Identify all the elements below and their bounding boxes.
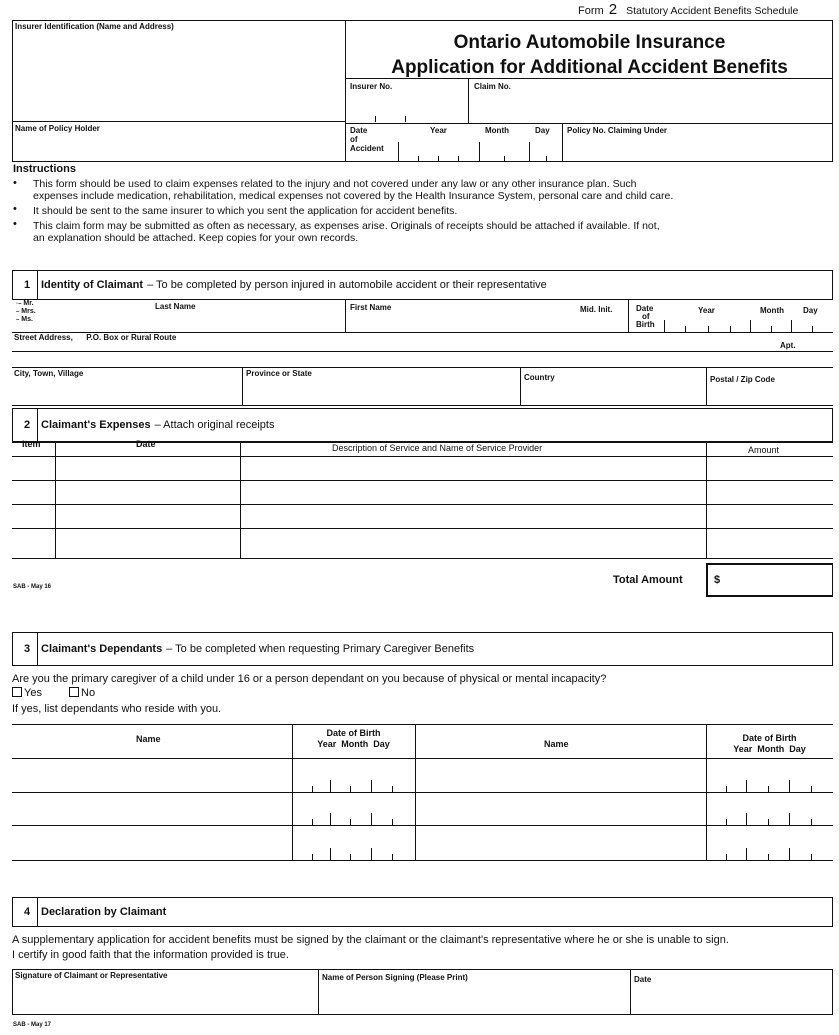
instruction-1 <box>33 178 673 202</box>
list-prompt: If yes, list dependants who reside with you. <box>12 703 222 715</box>
checkbox-icon <box>12 687 22 697</box>
instruction-3 <box>33 220 660 244</box>
bullet-icon: • <box>13 177 17 189</box>
claim-no-label: Claim No. <box>474 82 511 91</box>
doa-line-2: of <box>350 135 358 144</box>
title-line-2: Application for Additional Accident Benefits <box>391 57 788 78</box>
section-4-title-text: Declaration by Claimant <box>41 906 167 918</box>
mid-init-label: Mid. Init. <box>580 305 613 314</box>
no-checkbox[interactable]: No <box>69 687 95 699</box>
total-amount-label: Total Amount <box>613 574 683 586</box>
section-2-header <box>12 408 833 442</box>
accident-day-label: Day <box>535 126 550 135</box>
postal-label: Postal / Zip Code <box>710 375 775 384</box>
instruction-3b: an explanation should be attached. Keep copies for your own records. <box>33 232 359 244</box>
dependant-name-col-2: Name <box>544 739 569 749</box>
instruction-1b: expenses include medication, rehabilitation, medical expenses not covered by the Health Insurance System, personal care and child care. <box>33 190 674 202</box>
insurer-id-label: Insurer Identification (Name and Address) <box>15 22 174 31</box>
declaration-text <box>12 933 729 963</box>
bullet-icon: • <box>13 203 17 215</box>
form-number: 2 <box>608 1 618 18</box>
date-of-accident-label <box>350 126 384 153</box>
section-4-title <box>41 898 170 926</box>
doa-line-1: Date <box>350 126 368 135</box>
section-2-title-text: Claimant's Expenses <box>41 419 151 431</box>
country-label: Country <box>524 373 555 382</box>
section-1-subtitle: – To be completed by person injured in automobile accident or their representative <box>147 279 547 291</box>
section-3-title <box>41 633 474 665</box>
total-amount-field[interactable] <box>706 563 833 597</box>
dependant-dob-col-2: Date of Birth Year Month Day <box>733 733 806 754</box>
dob-day-label: Day <box>803 306 818 315</box>
instruction-3a: This claim form may be submitted as often as necessary, as expenses arise. Originals of receipts should be attached if available. If not, <box>33 220 660 232</box>
title-line-1: Ontario Automobile Insurance <box>453 32 726 53</box>
title-mrs[interactable]: – Mrs. <box>16 308 36 315</box>
section-3-number: 3 <box>17 633 38 665</box>
form-code-17: SAB - May 17 <box>13 1022 52 1028</box>
province-label: Province or State <box>246 369 312 378</box>
accident-year-label: Year <box>430 126 447 135</box>
form-number-label <box>578 1 798 18</box>
col-date: Date <box>136 439 156 449</box>
form-title <box>346 30 833 80</box>
col-item: Item <box>22 439 41 449</box>
schedule-name: Statutory Accident Benefits Schedule <box>626 5 799 17</box>
insurer-no-label: Insurer No. <box>350 82 393 91</box>
section-2-subtitle: – Attach original receipts <box>154 419 275 431</box>
caregiver-question: Are you the primary caregiver of a child under 16 or a person dependant on you because of physical or mental incapacity? <box>12 673 607 685</box>
dob-month-label: Month <box>760 306 784 315</box>
col-amount: Amount <box>748 445 780 455</box>
instruction-1a: This form should be used to claim expenses related to the injury and not covered under any law or any other insurance plan. Such <box>33 178 637 190</box>
yes-checkbox[interactable]: Yes <box>12 687 42 699</box>
declaration-line-1: A supplementary application for accident benefits must be signed by the claimant or the claimant's representative where he or she is unable to sign. <box>12 934 729 946</box>
title-mr[interactable]: ◦– Mr. <box>16 300 34 307</box>
city-label: City, Town, Village <box>14 369 84 378</box>
section-2-number: 2 <box>17 409 38 441</box>
section-4-number: 4 <box>17 898 38 926</box>
dob-year-label: Year <box>698 306 715 315</box>
form-code-16: SAB - May 16 <box>13 584 52 590</box>
doa-line-3: Accident <box>350 144 384 153</box>
dob-label: Date of Birth <box>636 304 655 329</box>
dependant-dob-col-1: Date of Birth Year Month Day <box>317 728 390 749</box>
section-3-title-text: Claimant's Dependants <box>41 643 163 655</box>
signature-field[interactable]: Signature of Claimant or Representative <box>15 971 168 980</box>
instruction-2: It should be sent to the same insurer to which you sent the application for accident benefits. <box>33 205 458 217</box>
title-options <box>16 300 36 324</box>
section-4-header <box>12 897 833 927</box>
first-name-label: First Name <box>350 303 392 312</box>
apt-label: Apt. <box>780 341 796 350</box>
section-1-number: 1 <box>17 271 38 299</box>
checkbox-icon <box>69 687 79 697</box>
bullet-icon: • <box>13 218 17 230</box>
currency-symbol: $ <box>714 574 721 586</box>
section-1-title <box>41 271 547 299</box>
section-3-subtitle: – To be completed when requesting Primary Caregiver Benefits <box>166 643 475 655</box>
date-field[interactable]: Date <box>634 975 652 984</box>
instructions-heading: Instructions <box>13 163 76 175</box>
street-label: Street Address, P.O. Box or Rural Route <box>14 333 177 342</box>
accident-month-label: Month <box>485 126 509 135</box>
name-signing-field[interactable]: Name of Person Signing (Please Print) <box>322 973 468 982</box>
title-ms[interactable]: – Ms. <box>16 316 33 323</box>
policy-no-label: Policy No. Claiming Under <box>567 126 668 135</box>
col-description: Description of Service and Name of Service Provider <box>332 443 543 453</box>
section-1-header <box>12 270 833 300</box>
yes-no-options <box>12 687 95 699</box>
last-name-label: Last Name <box>155 302 196 311</box>
declaration-line-2: I certify in good faith that the information provided is true. <box>12 949 289 961</box>
section-1-title-text: Identity of Claimant <box>41 279 144 291</box>
form-label: Form <box>578 5 604 17</box>
policy-holder-label: Name of Policy Holder <box>15 124 100 133</box>
section-2-title <box>41 409 274 441</box>
dependant-name-col-1: Name <box>136 734 161 744</box>
section-3-header <box>12 632 833 666</box>
